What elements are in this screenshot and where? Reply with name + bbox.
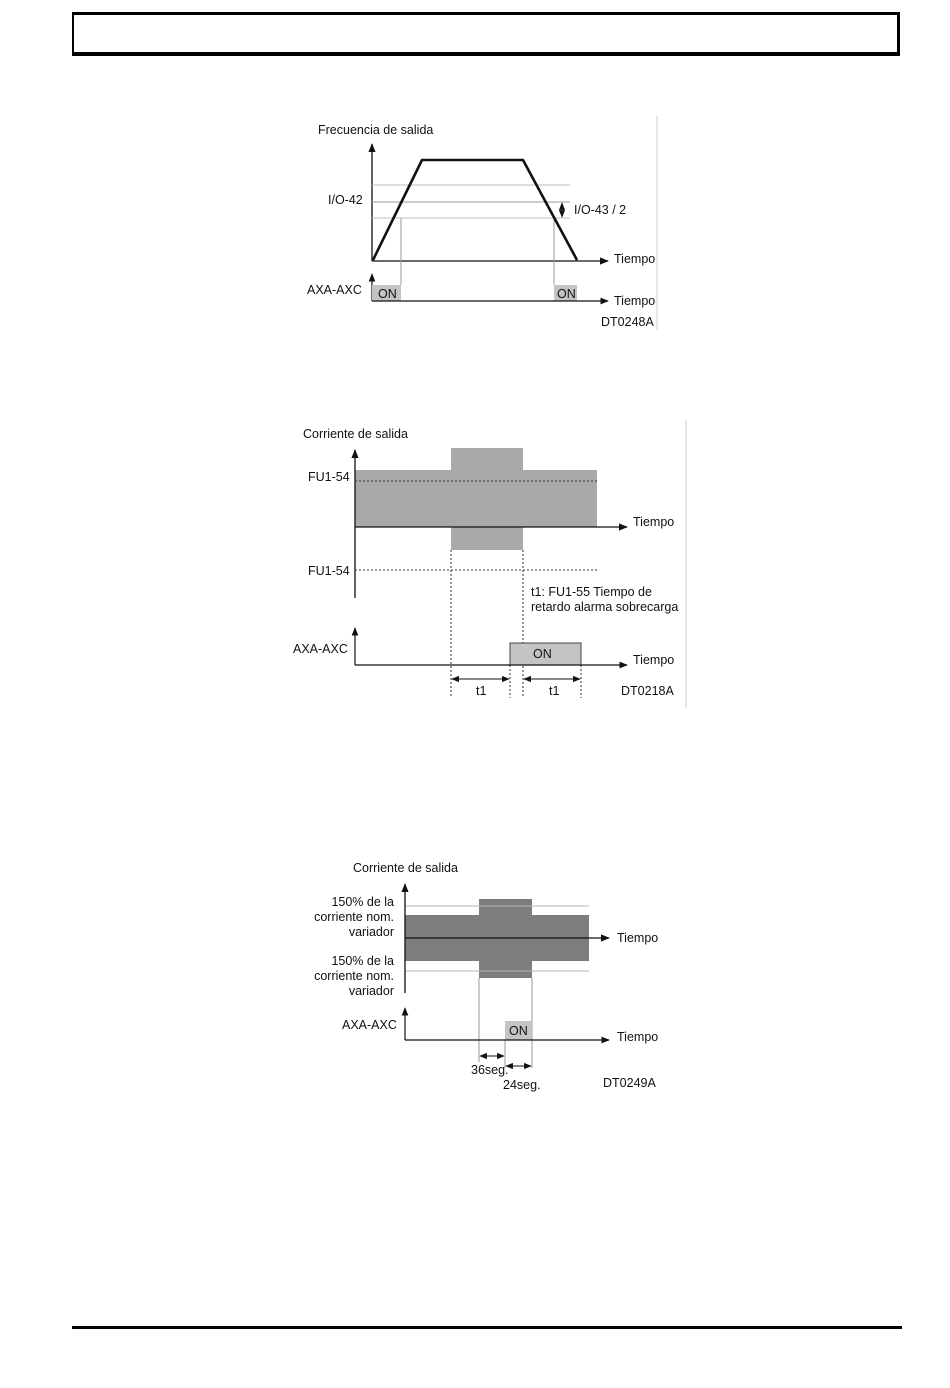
figure-1-time-label-2: Tiempo: [614, 294, 656, 308]
figure-3-y-title: Corriente de salida: [353, 861, 458, 875]
figure-3-time-label-2: Tiempo: [617, 1030, 659, 1044]
figure-3-time-label: Tiempo: [617, 931, 659, 945]
figure-3-24s-label: 24seg.: [503, 1078, 541, 1092]
figure-1-hysteresis-label: I/O-43 / 2: [574, 203, 627, 217]
figure-3-upper-label-line-2: corriente nom.: [314, 910, 394, 924]
figure-2-t1-label-2: t1: [549, 684, 560, 698]
figure-1-code: DT0248A: [601, 315, 654, 329]
figure-3-lower-label-line-1: 150% de la: [331, 954, 394, 968]
figure-3-36s-label: 36seg.: [471, 1063, 509, 1077]
figure-1-frequency-detection: [307, 116, 657, 330]
footer-rule: [72, 1326, 902, 1329]
figure-1-frequency-curve: [373, 160, 577, 260]
figure-2-time-label-2: Tiempo: [633, 653, 675, 667]
figure-1-on-label-2: ON: [557, 287, 576, 301]
figure-3-upper-label-line-1: 150% de la: [331, 895, 394, 909]
figure-2-overload-alarm: [293, 420, 686, 708]
figure-1-relay-label: AXA-AXC: [307, 283, 362, 297]
figure-1-level-label: I/O-42: [328, 193, 363, 207]
figure-2-lower-level-label: FU1-54: [308, 564, 350, 578]
figure-2-note-line-2: retardo alarma sobrecarga: [531, 600, 679, 614]
figure-2-t1-label-1: t1: [476, 684, 487, 698]
figure-3-on-label: ON: [509, 1024, 528, 1038]
figure-2-overload-peak: [451, 448, 523, 550]
figure-2-y-title: Corriente de salida: [303, 427, 408, 441]
figure-2-upper-level-label: FU1-54: [308, 470, 350, 484]
figure-2-note-line-1: t1: FU1-55 Tiempo de: [531, 585, 652, 599]
figure-3-relay-label: AXA-AXC: [342, 1018, 397, 1032]
figure-2-code: DT0218A: [621, 684, 674, 698]
figure-3-lower-label-line-2: corriente nom.: [314, 969, 394, 983]
figure-1-on-label-1: ON: [378, 287, 397, 301]
figure-2-on-label: ON: [533, 647, 552, 661]
figure-2-time-label: Tiempo: [633, 515, 675, 529]
figure-3-inverter-overload: [314, 861, 658, 1092]
figure-1-time-label: Tiempo: [614, 252, 656, 266]
figure-1-y-title: Frecuencia de salida: [318, 123, 434, 137]
figure-3-code: DT0249A: [603, 1076, 656, 1090]
figure-3-upper-label-line-3: variador: [348, 925, 394, 939]
figure-2-relay-label: AXA-AXC: [293, 642, 348, 656]
figure-3-lower-label-line-3: variador: [348, 984, 394, 998]
